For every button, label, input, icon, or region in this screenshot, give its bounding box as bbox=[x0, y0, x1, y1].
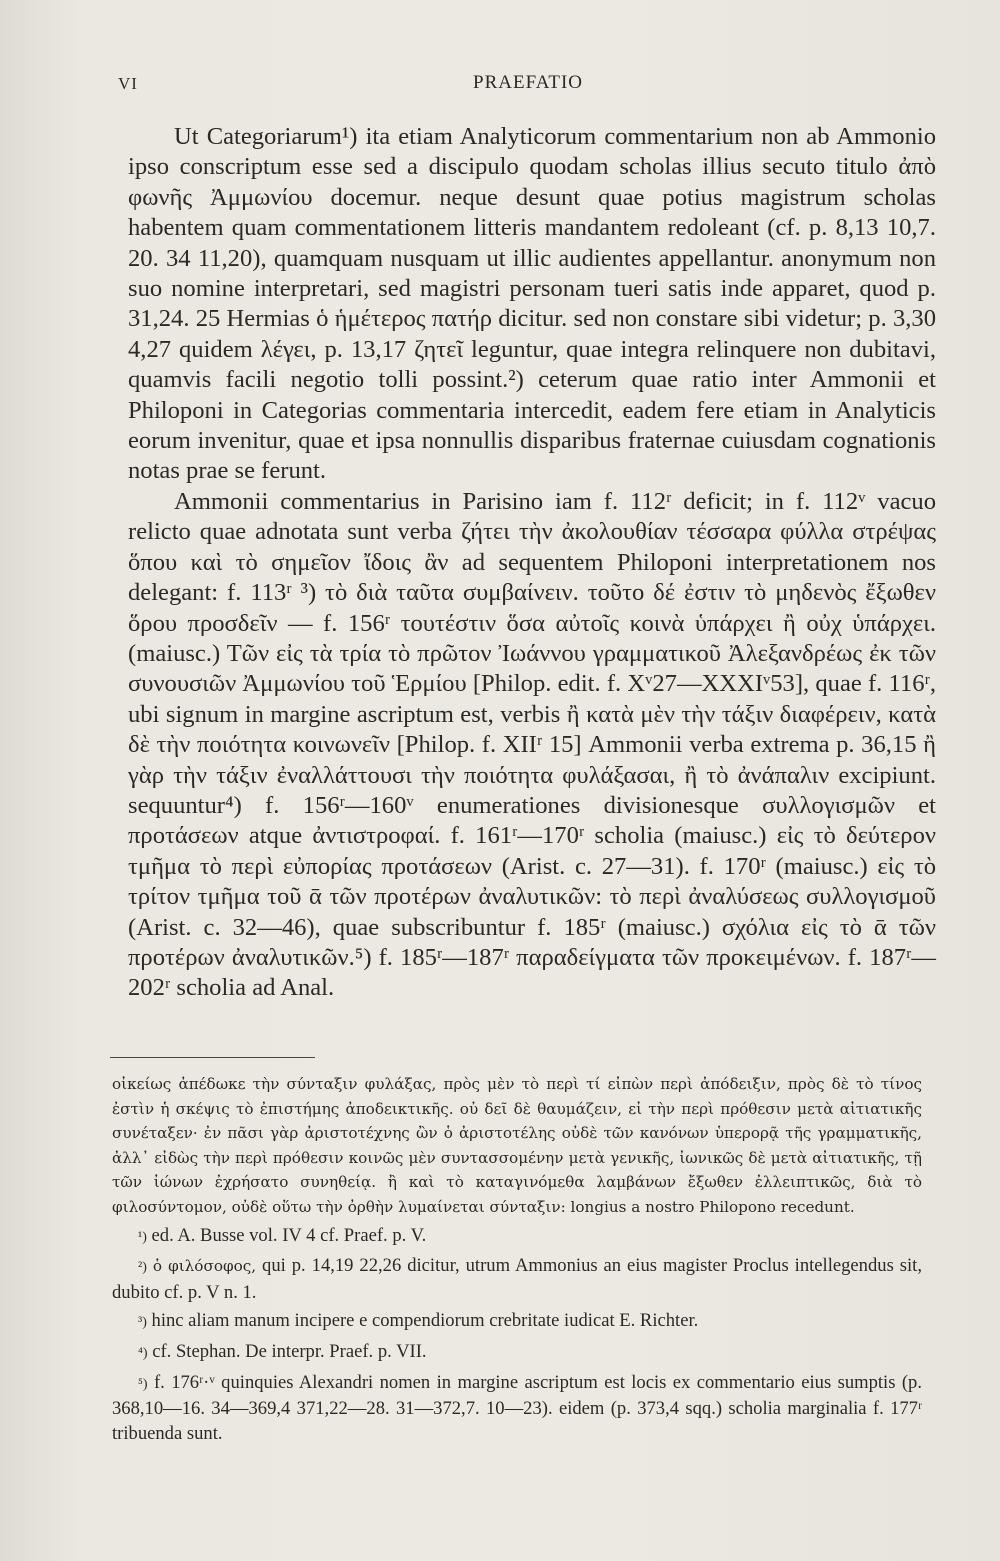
footnote-divider bbox=[110, 1057, 315, 1058]
footnote-2-text: qui p. 14,19 22,26 dicitur, utrum Ammonius an eius magister Proclus intellegendus sit, dubito cf. p. V n. 1. bbox=[112, 1255, 922, 1303]
footnote-3-mark: ³) bbox=[138, 1315, 147, 1331]
footnote-4-text: cf. Stephan. De interpr. Praef. p. VII. bbox=[152, 1340, 427, 1362]
footnote-1-mark: ¹) bbox=[138, 1229, 147, 1245]
footnote-1 bbox=[112, 1224, 922, 1251]
footnote-3 bbox=[112, 1309, 922, 1336]
footnote-2 bbox=[112, 1254, 922, 1305]
footnote-2-mark: ²) bbox=[138, 1260, 147, 1276]
page-number: VI bbox=[118, 74, 138, 93]
footnote-3-text: hinc aliam manum incipere e compendiorum crebritate iudicat E. Richter. bbox=[151, 1310, 699, 1332]
footnote-5-mark: ⁵) bbox=[138, 1376, 148, 1392]
footnote-2-greek: ὁ φιλόσοφος, bbox=[152, 1257, 257, 1276]
main-text bbox=[128, 122, 936, 1004]
footnote-5 bbox=[112, 1371, 922, 1447]
footnote-4-mark: ⁴) bbox=[138, 1345, 148, 1361]
page-header bbox=[118, 70, 938, 100]
footnote-4 bbox=[112, 1340, 922, 1367]
footnotes bbox=[112, 1072, 922, 1446]
footnote-1-text: ed. A. Busse vol. IV 4 cf. Praef. p. V. bbox=[151, 1224, 427, 1246]
paragraph-2: Ammonii commentarius in Parisino iam f. 112ʳ deficit; in f. 112ᵛ vacuo relicto quae adnotata sunt verba ζήτει τὴν ἀκολουθίαν τέσσαρα φύλλα στρέψας ὅπου καὶ τὸ σημεῖον ἴδοις ἂν ad sequentem Philoponi interpretationem nos delegant: f. 113ʳ ³) τὸ διὰ ταῦτα συμβαίνειν. τοῦτο δέ ἐστιν τὸ μηδενὸς ἔξωθεν ὅρου προσδεῖν — f. 156ʳ τουτέστιν ὅσα αὐτοῖς κοινὰ ὑπάρχει ἢ οὐχ ὑπάρχει. (maiusc.) Τῶν εἰς τὰ τρία τὸ πρῶτον Ἰωάννου γραμματικοῦ Ἀλεξανδρέως ἐκ τῶν συνουσιῶν Ἀμμωνίου τοῦ Ἑρμίου [Philop. edit. f. Xᵛ27—XXXIᵛ53], quae f. 116ʳ, ubi signum in margine ascriptum est, verbis ἢ κατὰ μὲν τὴν τάξιν διαφέρειν, κατὰ δὲ τὴν ποιότητα κοινωνεῖν [Philop. f. XIIʳ 15] Ammonii verba extrema p. 36,15 ἢ γὰρ τὴν τάξιν ἐναλλάττουσι τὴν ποιότητα φυλάξασαι, ἢ τὸ ἀνάπαλιν excipiunt. sequuntur⁴) f. 156ʳ—160ᵛ enumerationes divisionesque συλλογισμῶν et προτάσεων atque ἀντιστροφαί. f. 161ʳ—170ʳ scholia (maiusc.) εἰς τὸ δεύτερον τμῆμα τὸ περὶ εὐπορίας προτάσεων (Arist. c. 27—31). f. 170ʳ (maiusc.) εἰς τὸ τρίτον τμῆμα τοῦ ᾱ τῶν προτέρων ἀναλυτικῶν: τὸ περὶ ἀναλύσεως συλλογισμοῦ (Arist. c. 32—46), quae subscribuntur f. 185ʳ (maiusc.) σχόλια εἰς τὸ ᾱ τῶν προτέρων ἀναλυτικῶν.⁵) f. 185ʳ—187ʳ παραδείγματα τῶν προκειμένων. f. 187ʳ—202ʳ scholia ad Anal. bbox=[128, 487, 936, 1002]
paragraph-1: Ut Categoriarum¹) ita etiam Analyticorum commentarium non ab Ammonio ipso conscriptum esse sed a discipulo quodam scholas illius secuto titulo ἀπὸ φωνῆς Ἀμμωνίου docemur. neque desunt quae potius magistrum scholas habentem quam commentationem litteris mandantem redoleant (cf. p. 8,13 10,7. 20. 34 11,20), quamquam nusquam ut illic audientes appellantur. anonymum non suo nomine interpretari, sed magistri personam tueri satis inde apparet, quod p. 31,24. 25 Hermias ὁ ἡμέτερος πατήρ dicitur. sed non constare sibi videtur; p. 3,30 4,27 quidem λέγει, p. 13,17 ζητεῖ leguntur, quae integra relinquere non dubitavi, quamvis facili negotio tolli possint.²) ceterum quae ratio inter Ammonii et Philoponi in Categorias commentaria intercedit, eadem fere etiam in Analyticis eorum invenitur, quae et ipsa nonnullis disparibus fraternae cuiusdam cognationis notas prae se ferunt. bbox=[128, 123, 936, 485]
footnote-continuation: οἰκείως ἀπέδωκε τὴν σύνταξιν φυλάξας, πρὸς μὲν τὸ περὶ τί εἰπὼν περὶ ἀπόδειξιν, πρὸς δὲ τὸ τίνος ἐστὶν ἡ σκέψις τὸ ἐπιστήμης ἀποδεικτικῆς. οὐ δεῖ δὲ θαυμάζειν, εἰ τὴν περὶ πρόθεσιν μετὰ αἰτιατικῆς συνέταξεν· ἐν πᾶσι γὰρ ἀριστοτέχνης ὢν ὁ ἀριστοτέλης οὐδὲ τῶν κανόνων ὑπερορᾷ τῆς γραμματικῆς, ἀλλ᾽ εἰδὼς τὴν περὶ πρόθεσιν κοινῶς μὲν συντασσομένην μετὰ γενικῆς, ἰωνικῶς δὲ μετὰ αἰτιατικῆς, τῇ τῶν ἰώνων ἐχρήσατο συνηθείᾳ. ἢ καὶ τὸ καταγινόμεθα λαμβάνων ἔξωθεν ἐλλειπτικῶς, διὰ τὸ φιλοσύντομον, οὐδὲ οὕτω τὴν ὀρθὴν λυμαίνεται σύνταξιν: longius a nostro Philopono recedunt. bbox=[112, 1075, 922, 1216]
footnote-5-text: f. 176ʳ·ᵛ quinquies Alexandri nomen in margine ascriptum est locis ex commentario eius sumptis (p. 368,10—16. 34—369,4 371,22—28. 31—372,7. 10—23). eidem (p. 373,4 sqq.) scholia marginalia f. 177ʳ tribuenda sunt. bbox=[112, 1371, 922, 1444]
running-title: PRAEFATIO bbox=[473, 72, 583, 93]
